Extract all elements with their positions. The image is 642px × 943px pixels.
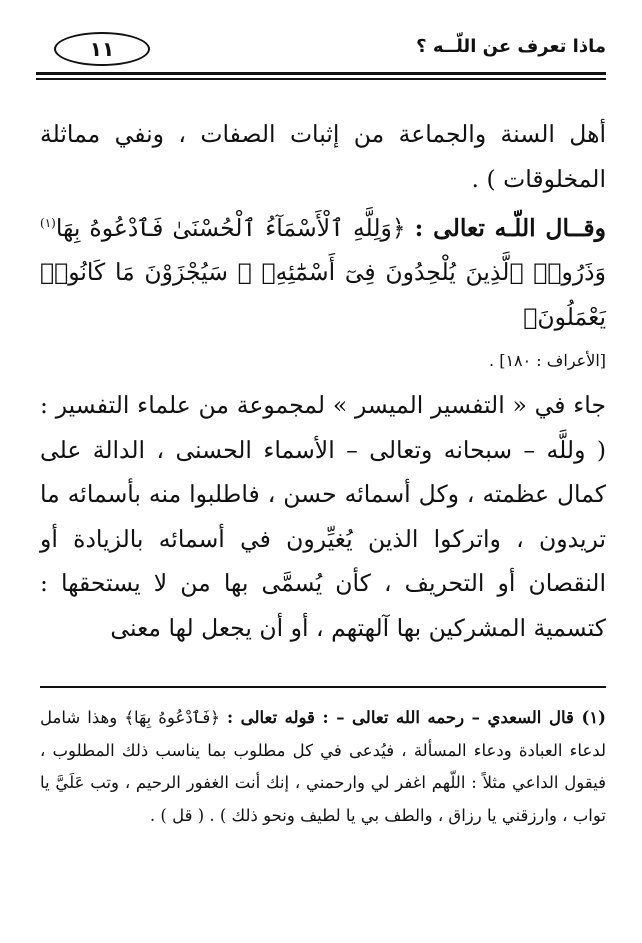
page-header — [36, 30, 606, 82]
verse-block — [40, 201, 606, 339]
verse-text-a: ﴿وَلِلَّهِ ٱلْأَسْمَآءُ ٱلْحُسْنَىٰ فَٱدْعُوهُ بِهَا — [55, 213, 406, 242]
paragraph-2: جاء في « التفسير الميسر » لمجموعة من علماء التفسير : ( وللَّه – سبحانه وتعالى – الأسماء الحسنى ، الدالة على كمال عظمته ، وكل أسمائه حسن ، فاطلبوا منه بأسمائه ما تريدون ، واتركوا الذين يُغيِّرون في أسمائه بالزيادة أو النقصان أو التحريف ، كأن يُسمَّى بها من لا يستحقها : كتسمية المشركين بها آلهتهم ، أو أن يجعل لها معنى — [40, 391, 606, 642]
footnote-text: وهذا شامل لدعاء العبادة ودعاء المسألة ، فيُدعى في كل مطلوب بما يناسب ذلك المطلوب ، فيقول الداعي مثلاً : اللّهم اغفر لي وارحمني ، إنك أنت الغفور الرحيم ، وتب عَلَيَّ يا تواب ، وارزقني يا رزاق ، والطف بي يا لطيف ونحو ذلك ) . ( قل ) . — [40, 708, 606, 825]
verse-intro: وقــال اللّـه تعالى : — [414, 213, 606, 242]
footnote-separator — [40, 686, 606, 688]
footnote-quote: ﴿فَٱدْعُوهُ بِهَا﴾ — [124, 708, 220, 727]
paragraph-1: أهل السنة والجماعة من إثبات الصفات ، ونفي مماثلة المخلوقات ) . — [40, 120, 606, 193]
running-title: ماذا تعرف عن اللّــه ؟ — [416, 36, 606, 57]
footnote — [40, 702, 606, 832]
footnote-marker: (١) — [40, 216, 56, 230]
footnote-lead: (١) قال السعدي – رحمه الله تعالى – : قوله تعالى : — [227, 708, 606, 727]
verse-text-b: وَذَرُوا۟ ٱلَّذِينَ يُلْحِدُونَ فِىٓ أَسْمَٰٓئِهِۦ ۚ سَيُجْزَوْنَ مَا كَانُوا۟ يَعْمَلُونَ﴾ — [40, 258, 606, 331]
header-rule-thick — [36, 72, 606, 75]
page-number-badge: ١١ — [54, 32, 150, 66]
main-text — [40, 112, 606, 650]
verse-reference: [الأعراف : ١٨٠] . — [489, 351, 606, 371]
header-rule-thin — [36, 78, 606, 80]
